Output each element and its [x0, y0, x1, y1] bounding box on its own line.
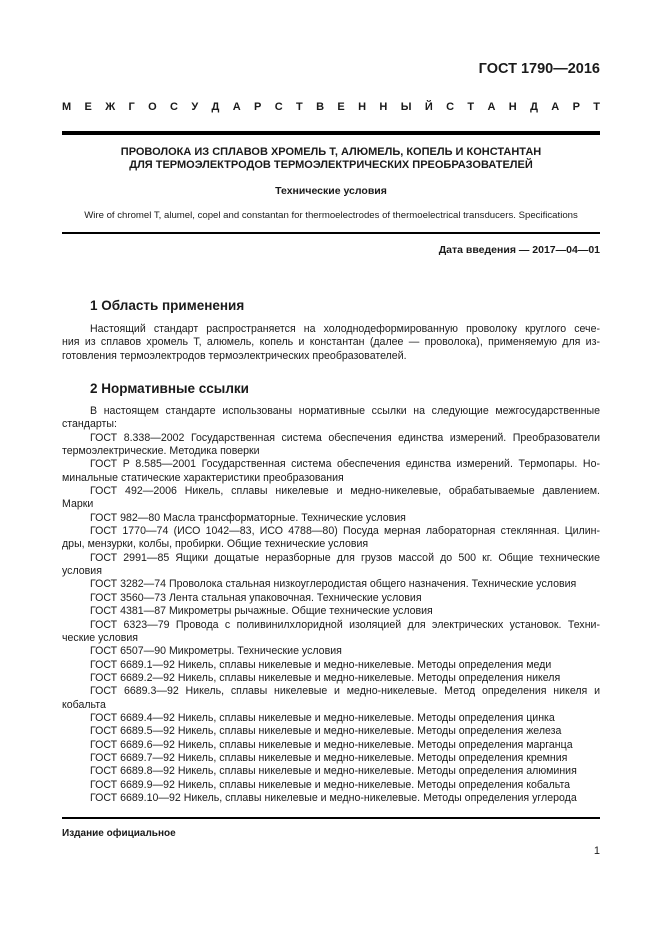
text-line: ГОСТ 6689.9—92 Никель, сплавы никелевые и медно-никелевые. Методы определения кобальта: [90, 778, 571, 791]
introduction-date: Дата введения — 2017—04—01: [438, 244, 600, 256]
text-line: ГОСТ 1770—74 (ИСО 1042—83, ИСО 4788—80) Посуда мерная лабораторная стеклянная. Цилин-: [90, 525, 600, 538]
paragraph: [62, 779, 600, 792]
text-line: ГОСТ 3560—73 Лента стальная упаковочная. Технические условия: [90, 591, 422, 604]
official-edition-label: Издание официальное: [62, 828, 176, 839]
paragraph: [62, 592, 600, 605]
document-title: [62, 146, 600, 172]
text-line: ГОСТ 2991—85 Ящики дощатые неразборные для грузов массой до 500 кг. Общие технические: [90, 551, 600, 564]
text-line: условия: [62, 565, 102, 578]
section-1-heading: 1 Область применения: [90, 298, 245, 313]
text-line: стандарты:: [62, 418, 117, 431]
paragraph: [62, 792, 600, 805]
text-line: кобальта: [62, 698, 106, 711]
text-line: минальные статические характеристики преобразования: [62, 471, 344, 484]
paragraph: [62, 405, 600, 432]
text-line: ния из сплавов хромель Т, алюмель, копель и константан (далее — проволока), применяемую для из-: [62, 336, 600, 349]
text-line: ГОСТ 492—2006 Никель, сплавы никелевые и медно-никелевые, обрабатываемые давлением.: [90, 485, 600, 498]
section-1-body: [62, 323, 600, 363]
text-line: ГОСТ 6507—90 Микрометры. Технические условия: [90, 645, 342, 658]
paragraph: [62, 765, 600, 778]
text-line: ГОСТ 6689.7—92 Никель, сплавы никелевые и медно-никелевые. Методы определения кремния: [90, 751, 568, 764]
header-divider: [62, 131, 600, 135]
text-line: ГОСТ 6689.8—92 Никель, сплавы никелевые и медно-никелевые. Методы определения алюминия: [90, 765, 577, 778]
text-line: ческие условия: [62, 631, 139, 644]
paragraph: [62, 552, 600, 579]
text-line: ГОСТ 6323—79 Провода с поливинилхлоридной изоляцией для электрических установок. Техни-: [90, 618, 600, 631]
section-2-heading: 2 Нормативные ссылки: [90, 381, 249, 396]
paragraph: [62, 739, 600, 752]
page-number: 1: [593, 845, 600, 857]
text-line: ГОСТ 8.338—2002 Государственная система обеспечения единства измерений. Преобразователи: [90, 431, 600, 444]
text-line: Марки: [62, 498, 94, 511]
title-divider: [62, 232, 600, 234]
text-line: ГОСТ 4381—87 Микрометры рычажные. Общие технические условия: [90, 605, 433, 618]
text-line: ГОСТ 6689.1—92 Никель, сплавы никелевые и медно-никелевые. Методы определения меди: [90, 658, 552, 671]
title-line: ПРОВОЛОКА ИЗ СПЛАВОВ ХРОМЕЛЬ Т, АЛЮМЕЛЬ, КОПЕЛЬ И КОНСТАНТАН: [120, 146, 542, 158]
footer-divider: [62, 817, 600, 819]
paragraph: [62, 323, 600, 363]
text-line: готовления термоэлектродов термоэлектрических преобразователей.: [62, 349, 407, 362]
text-line: дры, мензурки, колбы, пробирки. Общие технические условия: [62, 538, 369, 551]
text-line: Настоящий стандарт распространяется на холоднодеформированную проволоку круглого сече-: [90, 323, 600, 335]
paragraph: [62, 485, 600, 512]
text-line: термоэлектрические. Методика поверки: [62, 445, 260, 458]
paragraph: [62, 432, 600, 459]
text-line: ГОСТ 6689.3—92 Никель, сплавы никелевые и медно-никелевые. Метод определения никеля и: [90, 685, 600, 698]
english-title: Wire of chromel T, alumel, copel and constantan for thermoelectrodes of thermoelectrical transducers. Specifications: [84, 210, 578, 221]
text-line: ГОСТ 6689.6—92 Никель, сплавы никелевые и медно-никелевые. Методы определения марганца: [90, 738, 573, 751]
paragraph: [62, 512, 600, 525]
text-line: ГОСТ Р 8.585—2001 Государственная система обеспечения единства измерений. Термопары. Но-: [90, 458, 600, 471]
paragraph: [62, 659, 600, 672]
paragraph: [62, 645, 600, 658]
document-subtitle: Технические условия: [275, 185, 387, 197]
document-number: ГОСТ 1790—2016: [478, 61, 600, 77]
paragraph: [62, 725, 600, 738]
paragraph: [62, 712, 600, 725]
text-line: ГОСТ 6689.4—92 Никель, сплавы никелевые и медно-никелевые. Методы определения цинка: [90, 711, 555, 724]
paragraph: [62, 458, 600, 485]
text-line: ГОСТ 3282—74 Проволока стальная низкоуглеродистая общего назначения. Технические условия: [90, 578, 577, 591]
text-line: ГОСТ 6689.2—92 Никель, сплавы никелевые и медно-никелевые. Методы определения никеля: [90, 671, 561, 684]
paragraph: [62, 752, 600, 765]
text-line: В настоящем стандарте использованы нормативные ссылки на следующие межгосударственные: [90, 405, 600, 417]
text-line: ГОСТ 6689.5—92 Никель, сплавы никелевые и медно-никелевые. Методы определения железа: [90, 725, 562, 738]
text-line: ГОСТ 6689.10—92 Никель, сплавы никелевые и медно-никелевые. Методы определения углерода: [90, 791, 577, 804]
text-line: ГОСТ 982—80 Масла трансформаторные. Технические условия: [90, 511, 406, 524]
paragraph: [62, 605, 600, 618]
paragraph: [62, 685, 600, 712]
paragraph: [62, 619, 600, 646]
paragraph: [62, 525, 600, 552]
title-line: ДЛЯ ТЕРМОЭЛЕКТРОДОВ ТЕРМОЭЛЕКТРИЧЕСКИХ ПРЕОБРАЗОВАТЕЛЕЙ: [129, 159, 533, 171]
paragraph: [62, 578, 600, 591]
paragraph: [62, 672, 600, 685]
section-2-body: [62, 405, 600, 805]
standard-type-title: М Е Ж Г О С У Д А Р С Т В Е Н Н Ы Й С Т А Н Д А Р Т: [62, 101, 600, 113]
